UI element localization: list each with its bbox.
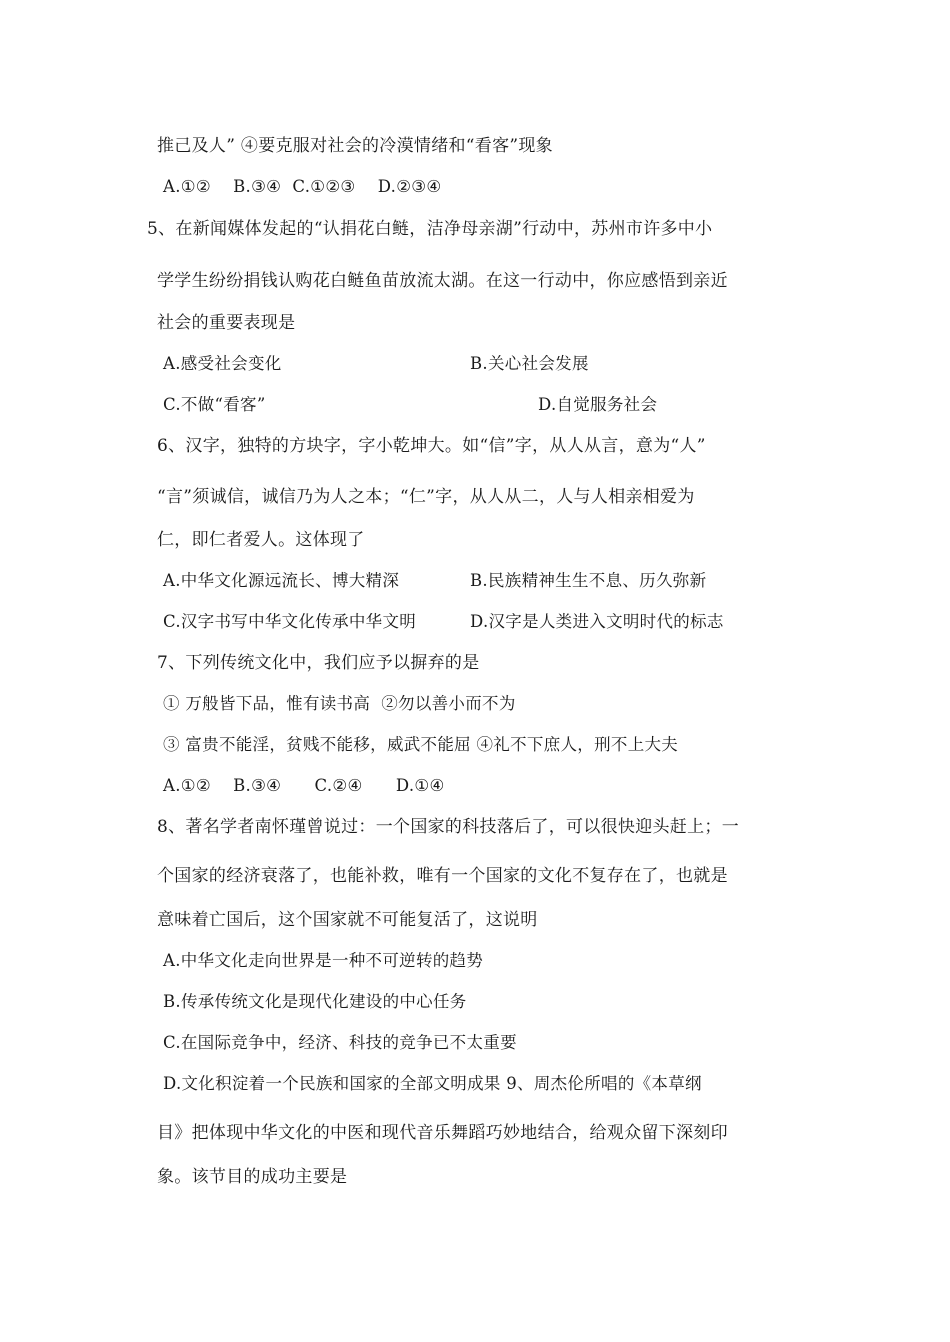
q7-items-1-2: ① 万般皆下品，惟有读书高 ②勿以善小而不为	[163, 694, 516, 713]
q5-stem-line-2: 学学生纷纷捐钱认购花白鲢鱼苗放流太湖。在这一行动中，你应感悟到亲近	[157, 271, 728, 291]
q5-option-c: C.不做“看客”	[163, 395, 266, 414]
q6-stem-line-2: “言”须诚信，诚信乃为人之本；“仁”字，从人从二，人与人相亲相爱为	[157, 487, 695, 507]
q6-option-d: D.汉字是人类进入文明时代的标志	[470, 612, 724, 631]
q8-option-b: B.传承传统文化是现代化建设的中心任务	[163, 992, 467, 1011]
q5-option-b: B.关心社会发展	[470, 354, 589, 373]
q8-option-c: C.在国际竞争中，经济、科技的竞争已不太重要	[163, 1033, 517, 1052]
q6-option-c: C.汉字书写中华文化传承中华文明	[163, 612, 417, 631]
q5-option-a: A.感受社会变化	[163, 354, 282, 373]
q9-stem-line-2: 目》把体现中华文化的中医和现代音乐舞蹈巧妙地结合，给观众留下深刻印	[157, 1123, 728, 1143]
q8-stem-line-2: 个国家的经济衰落了，也能补救，唯有一个国家的文化不复存在了，也就是	[157, 866, 728, 886]
q5-stem-line-1: 5、在新闻媒体发起的“认捐花白鲢，洁净母亲湖”行动中，苏州市许多中小	[147, 219, 713, 239]
q9-stem-line-3: 象。该节目的成功主要是	[157, 1167, 348, 1187]
q6-option-b: B.民族精神生生不息、历久弥新	[470, 571, 707, 590]
q4-options: A.①② B.③④ C.①②③ D.②③④	[163, 177, 442, 196]
q5-option-d: D.自觉服务社会	[538, 395, 658, 414]
q6-option-a: A.中华文化源远流长、博大精深	[163, 571, 400, 590]
q6-stem-line-3: 仁，即仁者爱人。这体现了	[157, 530, 365, 550]
q5-stem-line-3: 社会的重要表现是	[157, 313, 296, 333]
q7-items-3-4: ③ 富贵不能淫，贫贱不能移，威武不能屈 ④礼不下庶人，刑不上大夫	[163, 735, 679, 754]
q6-stem-line-1: 6、汉字，独特的方块字，字小乾坤大。如“信”字，从人从言，意为“人”	[157, 436, 706, 456]
q8-option-a: A.中华文化走向世界是一种不可逆转的趋势	[163, 951, 484, 970]
q7-options: A.①② B.③④ C.②④ D.①④	[163, 776, 445, 795]
q4-statement-line: 推己及人” ④要克服对社会的冷漠情绪和“看客”现象	[157, 136, 553, 156]
q8-option-d-q9-start: D.文化积淀着一个民族和国家的全部文明成果 9、周杰伦所唱的《本草纲	[163, 1074, 702, 1093]
q8-stem-line-1: 8、著名学者南怀瑾曾说过：一个国家的科技落后了，可以很快迎头赶上；一	[157, 817, 740, 837]
q7-stem: 7、下列传统文化中，我们应予以摒弃的是	[157, 653, 480, 673]
q8-stem-line-3: 意味着亡国后，这个国家就不可能复活了，这说明	[157, 910, 538, 930]
